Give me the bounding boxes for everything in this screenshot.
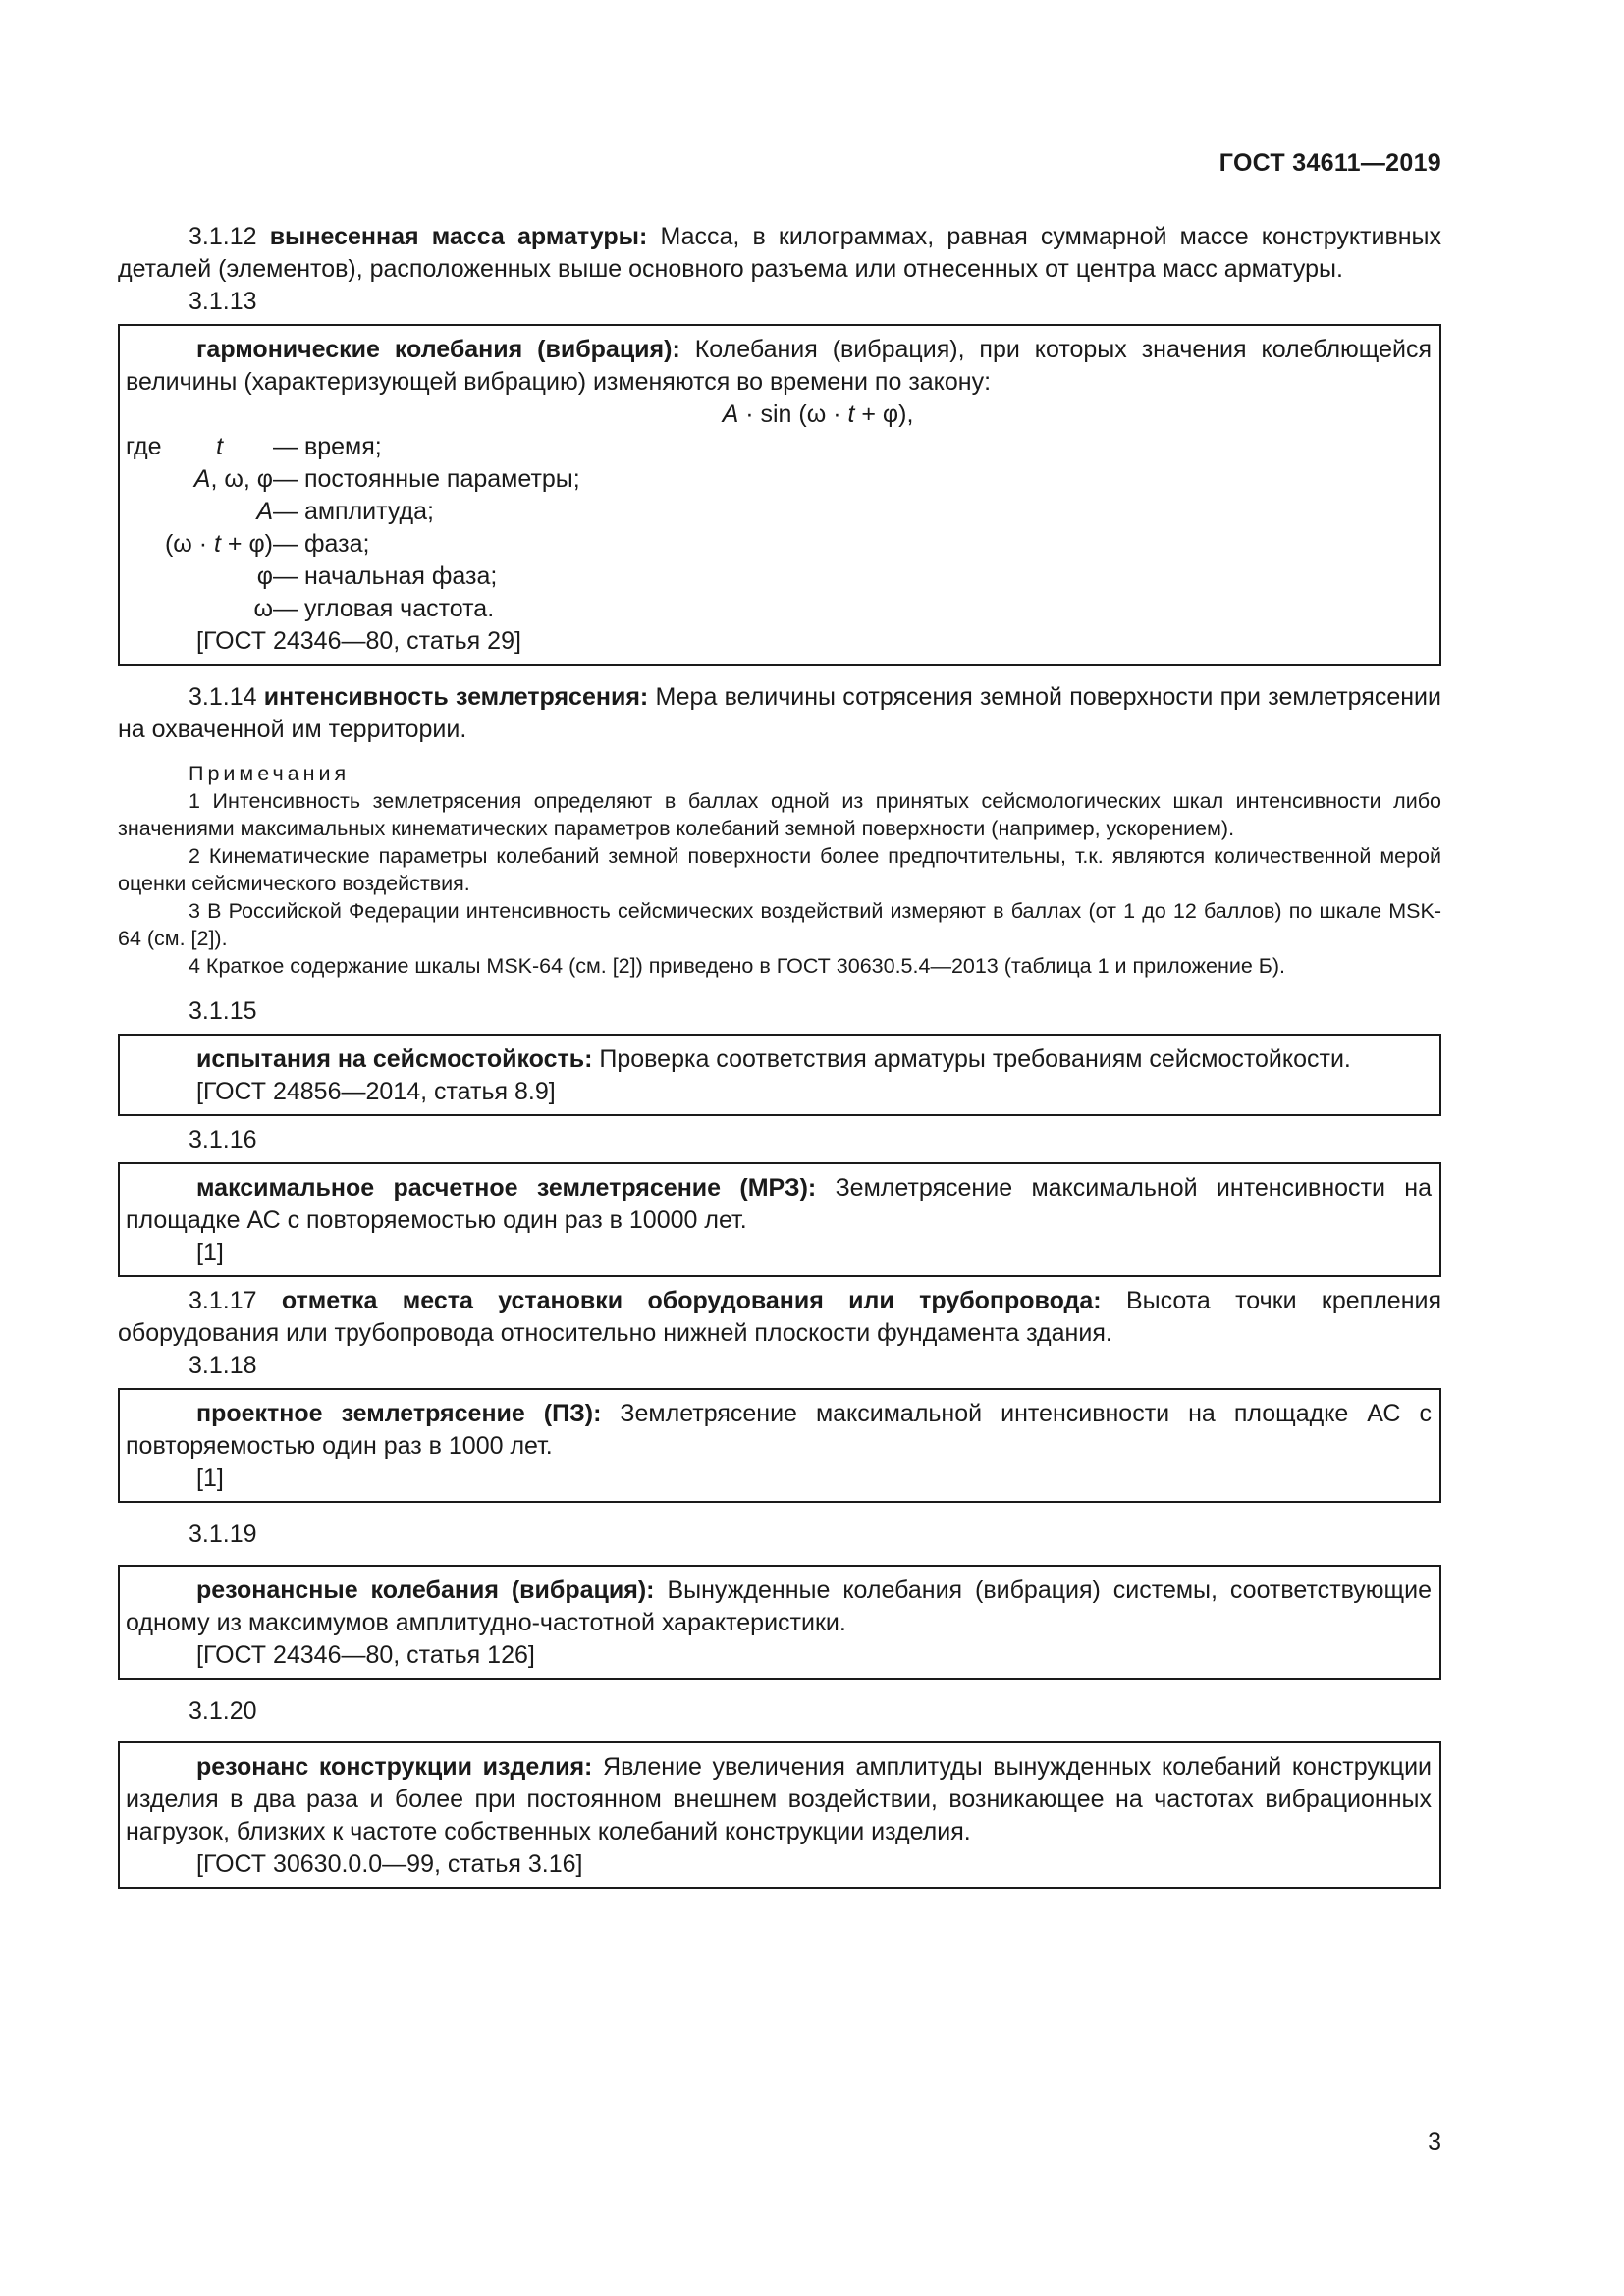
term-name: отметка места установки оборудования или трубопровода: [281, 1287, 1102, 1314]
term-box-3-1-13 [118, 324, 1441, 666]
term-name: гармонические колебания (вибрация): [196, 336, 680, 363]
term-number-3-1-16: 3.1.16 [189, 1126, 257, 1153]
term-name: интенсивность землетрясения: [263, 683, 649, 711]
term-definition-block [126, 1043, 1432, 1076]
term-definition: Высота точки крепления оборудования или трубопровода относительно нижней плоскости фундамента здания. [118, 1287, 1441, 1347]
symbol-italic: t [216, 433, 224, 460]
term-name: резонанс конструкции изделия: [196, 1753, 593, 1781]
legend-symbol [126, 528, 273, 561]
page-content [118, 221, 1441, 1896]
formula-legend [126, 431, 1432, 625]
term-name: проектное землетрясение (ПЗ): [196, 1400, 602, 1427]
symbol-italic: A [193, 465, 211, 493]
symbol-prefix: где [126, 433, 217, 460]
term-box-3-1-18 [118, 1388, 1441, 1503]
legend-symbol [126, 431, 273, 463]
term-source: [1] [196, 1465, 224, 1492]
symbol-italic: t [214, 530, 221, 558]
term-3-1-14 [118, 681, 1441, 746]
term-definition-block [126, 334, 1432, 399]
symbol-suffix: , ω, φ [210, 465, 273, 493]
formula [126, 399, 1432, 431]
legend-description: — фаза; [273, 530, 370, 558]
term-number: 3.1.12 [189, 223, 257, 250]
term-box-3-1-19 [118, 1565, 1441, 1680]
term-number-3-1-20: 3.1.20 [189, 1697, 257, 1725]
term-source: [ГОСТ 30630.0.0—99, статья 3.16] [196, 1850, 583, 1878]
term-source: [ГОСТ 24856—2014, статья 8.9] [196, 1078, 556, 1105]
term-source: [1] [196, 1239, 224, 1266]
term-source: [ГОСТ 24346—80, статья 126] [196, 1641, 535, 1669]
standard-header: ГОСТ 34611—2019 [1218, 149, 1441, 177]
legend-description: — время; [273, 433, 382, 460]
legend-symbol: ω [253, 595, 273, 622]
term-definition: Вынужденные колебания (вибрация) системы, соответствующие одному из максимумов амплитудно-частотной характеристики. [126, 1576, 1432, 1636]
note-item: 2 Кинематические параметры колебаний земной поверхности более предпочтительны, т.к. являются количественной мерой оценки сейсмического воздействия. [118, 844, 1441, 895]
term-definition: Землетрясение максимальной интенсивности на площадке АС с повторяемостью один раз в 10000 лет. [126, 1174, 1432, 1234]
term-definition: Проверка соответствия арматуры требованиям сейсмостойкости. [599, 1045, 1351, 1073]
symbol-prefix: (ω · [164, 530, 215, 558]
term-number: 3.1.14 [189, 683, 257, 711]
formula-amplitude: A [722, 400, 739, 428]
legend-description: — начальная фаза; [273, 562, 498, 590]
legend-symbol [126, 463, 273, 496]
legend-symbol: φ [256, 562, 273, 590]
term-box-3-1-16 [118, 1162, 1441, 1277]
term-definition-block [126, 1575, 1432, 1639]
term-definition-block [126, 1398, 1432, 1463]
notes-title: Примечания [189, 762, 351, 785]
term-box-3-1-15 [118, 1034, 1441, 1116]
term-name: максимальное расчетное землетрясение (МРЗ): [196, 1174, 817, 1201]
term-3-1-12 [118, 221, 1441, 286]
term-definition: Явление увеличения амплитуды вынужденных колебаний конструкции изделия в два раза и более при постоянном внешнем воздействии, возникающее на частотах вибрационных нагрузок, близких к частоте собственных колебаний конструкции изделия. [126, 1753, 1433, 1845]
term-number-3-1-13: 3.1.13 [189, 288, 257, 315]
notes-block [118, 760, 1441, 980]
page-number: 3 [1428, 2128, 1441, 2156]
legend-description: — угловая частота. [273, 595, 495, 622]
term-name: вынесенная масса арматуры: [269, 223, 648, 250]
term-number: 3.1.17 [189, 1287, 257, 1314]
note-item: 4 Краткое содержание шкалы MSK-64 (см. [2]) приведено в ГОСТ 30630.5.4—2013 (таблица 1 и приложение Б). [189, 954, 1286, 978]
term-number-3-1-15: 3.1.15 [189, 997, 257, 1025]
term-definition: Масса, в килограммах, равная суммарной массе конструктивных деталей (элементов), расположенных выше основного разъема или отнесенных от центра масс арматуры. [118, 223, 1442, 283]
legend-description: — амплитуда; [273, 498, 434, 525]
formula-time: t [847, 400, 855, 428]
term-definition-block [126, 1751, 1432, 1848]
term-number-3-1-19: 3.1.19 [189, 1521, 257, 1548]
term-source: [ГОСТ 24346—80, статья 29] [196, 627, 521, 655]
term-number-3-1-18: 3.1.18 [189, 1352, 257, 1379]
symbol-italic: A [256, 498, 273, 525]
formula-middle: · sin (ω · [738, 400, 848, 428]
note-item: 1 Интенсивность землетрясения определяют в баллах одной из принятых сейсмологических шкал интенсивности либо значениями максимальных кинематических параметров колебаний земной поверхности (например, ускорением). [118, 789, 1441, 840]
symbol-suffix: + φ) [220, 530, 273, 558]
term-name: испытания на сейсмостойкость: [196, 1045, 593, 1073]
legend-symbol [126, 496, 273, 528]
term-definition: Землетрясение максимальной интенсивности на площадке АС с повторяемостью один раз в 1000 лет. [126, 1400, 1432, 1460]
term-definition-block [126, 1172, 1432, 1237]
formula-end: + φ), [854, 400, 914, 428]
term-3-1-17 [118, 1285, 1441, 1350]
term-definition: Колебания (вибрация), при которых значения колеблющейся величины (характеризующей вибрацию) изменяются во времени по закону: [126, 336, 1432, 396]
term-definition: Мера величины сотрясения земной поверхности при землетрясении на охваченной им территории. [118, 683, 1441, 743]
note-item: 3 В Российской Федерации интенсивность сейсмических воздействий измеряют в баллах (от 1 до 12 баллов) по шкале MSK-64 (см. [2]). [118, 899, 1441, 950]
legend-description: — постоянные параметры; [273, 465, 580, 493]
term-box-3-1-20 [118, 1741, 1441, 1889]
term-name: резонансные колебания (вибрация): [196, 1576, 655, 1604]
